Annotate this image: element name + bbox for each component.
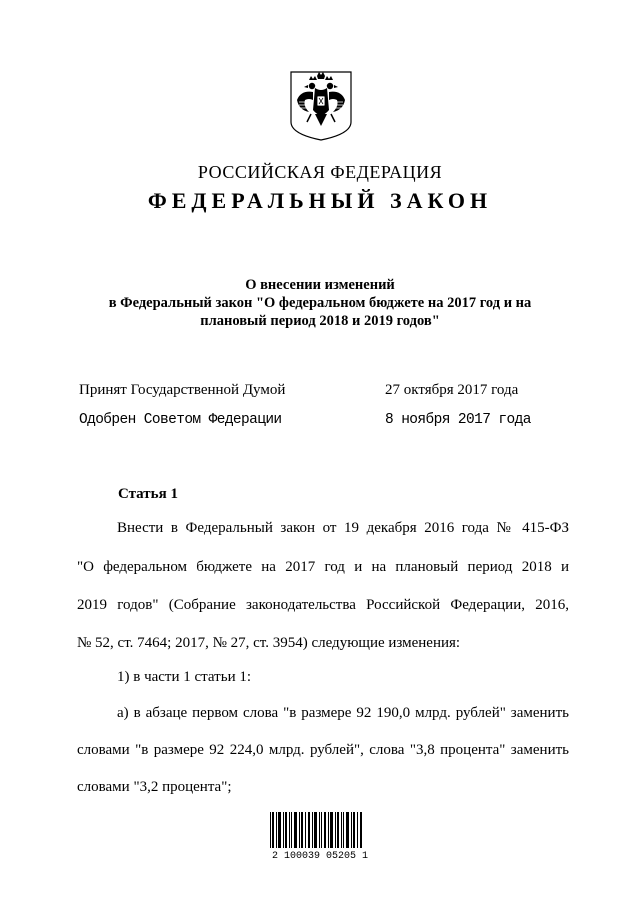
law-title-line: в Федеральный закон "О федеральном бюджете на 2017 год и на [108, 295, 532, 311]
article-line: № 52, ст. 7464; 2017, № 27, ст. 3954) следующие изменения: [77, 635, 461, 651]
barcode-number: 2 100039 05205 1 [271, 851, 368, 862]
article-line: Внести в Федеральный закон от 19 декабря 2016 года № 415-ФЗ [117, 520, 569, 536]
article-heading: Статья 1 [118, 486, 178, 502]
adopted-label: Принят Государственной Думой [79, 382, 286, 398]
article-line: а) в абзаце первом слова "в размере 92 190,0 млрд. рублей" заменить [117, 705, 569, 721]
approved-label: Одобрен Советом Федерации [79, 412, 282, 428]
article-line: "О федеральном бюджете на 2017 год и на плановый период 2018 и [77, 559, 569, 575]
article-line: 2019 годов" (Собрание законодательства Российской Федерации, 2016, [77, 597, 569, 613]
article-line: 1) в части 1 статьи 1: [117, 669, 252, 685]
document-type: ФЕДЕРАЛЬНЫЙ ЗАКОН [147, 188, 493, 213]
article-line: словами "3,2 процента"; [77, 779, 232, 795]
article-line: словами "в размере 92 224,0 млрд. рублей", слова "3,8 процента" заменить [77, 742, 569, 758]
law-title-line: О внесении изменений [245, 277, 395, 293]
country-name: РОССИЙСКАЯ ФЕДЕРАЦИЯ [197, 162, 443, 182]
approved-date: 8 ноября 2017 года [385, 412, 531, 428]
article-body [77, 0, 569, 905]
adopted-date: 27 октября 2017 года [385, 382, 519, 398]
law-title-line: плановый период 2018 и 2019 годов" [200, 313, 440, 329]
